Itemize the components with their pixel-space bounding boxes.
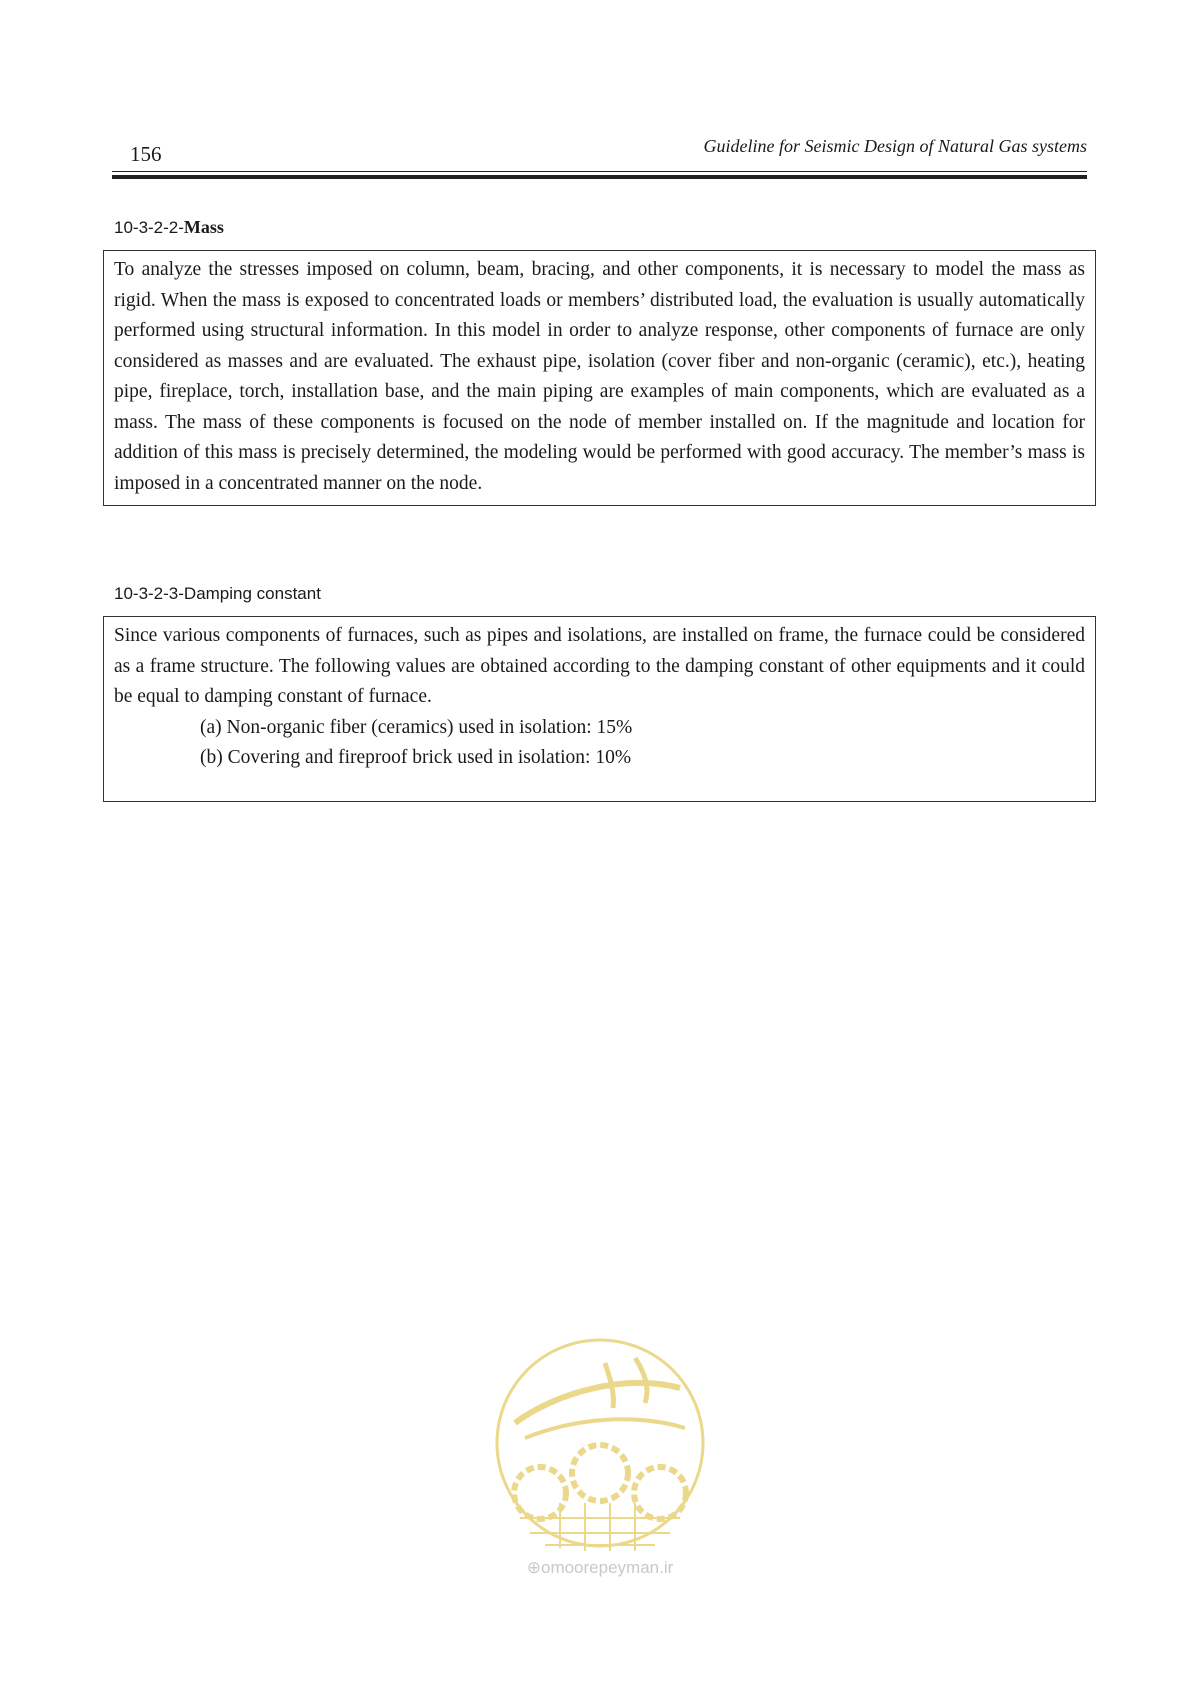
- header-rule-thick: [112, 175, 1087, 179]
- mass-paragraph: To analyze the stresses imposed on column, beam, bracing, and other components, it is necessary to model the mass as rigid. When the mass is exposed to concentrated loads or members’ distributed load, the evaluation is usually automatically performed using structural information. In this model in order to analyze response, other components of furnace are only considered as masses and are evaluated. The exhaust pipe, isolation (cover fiber and non-organic (ceramic), etc.), heating pipe, fireplace, torch, installation base, and the main piping are examples of main components, which are evaluated as a mass. The mass of these components is focused on the node of member installed on. If the magnitude and location for addition of this mass is precisely determined, the modeling would be performed with good accuracy. The member’s mass is imposed in a concentrated manner on the node.: [114, 259, 1085, 494]
- header-rule-thin: [112, 171, 1087, 172]
- mass-text-box: [103, 250, 1096, 506]
- list-item: (a) Non-organic fiber (ceramics) used in isolation: 15%: [200, 716, 633, 738]
- watermark-seal-icon: [485, 1333, 715, 1553]
- damping-text-box: [103, 616, 1096, 802]
- page-number: 156: [130, 142, 162, 166]
- globe-icon: ⊕: [526, 1558, 541, 1577]
- list-item: (b) Covering and fireproof brick used in isolation: 10%: [200, 747, 632, 768]
- section-number: 10-3-2-2-: [114, 218, 184, 237]
- running-title: Guideline for Seismic Design of Natural Gas systems: [703, 136, 1087, 156]
- watermark-logo: [485, 1333, 715, 1593]
- section-title: Mass: [183, 217, 224, 237]
- watermark-url-text: omoorepeyman.ir: [540, 1558, 674, 1577]
- section-heading-mass: [114, 217, 224, 238]
- damping-paragraph: Since various components of furnaces, such as pipes and isolations, are installed on frame, the furnace could be considered as a frame structure. The following values are obtained according to the damping constant of other equipments and it could be equal to damping constant of furnace.: [114, 625, 1085, 707]
- watermark-url: [485, 1558, 715, 1578]
- section-heading-damping: 10-3-2-3-Damping constant: [114, 584, 321, 603]
